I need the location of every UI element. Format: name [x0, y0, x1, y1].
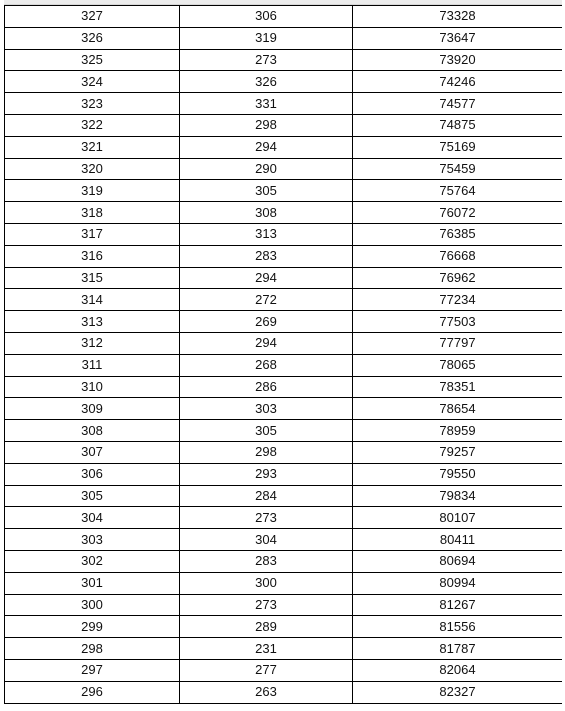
score-cell: 309 — [5, 398, 180, 420]
table-row — [5, 659, 563, 681]
score-cell: 300 — [5, 594, 180, 616]
cumulative-cell: 78654 — [353, 398, 563, 420]
cumulative-cell: 78351 — [353, 376, 563, 398]
count-cell: 273 — [180, 49, 353, 71]
cumulative-cell: 75169 — [353, 136, 563, 158]
count-cell: 326 — [180, 71, 353, 93]
table-row — [5, 202, 563, 224]
count-cell: 268 — [180, 354, 353, 376]
score-cell: 297 — [5, 659, 180, 681]
table-row — [5, 376, 563, 398]
table-row — [5, 529, 563, 551]
table-body — [5, 6, 563, 704]
table-row — [5, 441, 563, 463]
table-row — [5, 136, 563, 158]
table-row — [5, 354, 563, 376]
cumulative-cell: 74577 — [353, 93, 563, 115]
score-table-sheet — [4, 0, 562, 711]
score-cell: 315 — [5, 267, 180, 289]
count-cell: 294 — [180, 267, 353, 289]
score-cell: 322 — [5, 114, 180, 136]
table-row — [5, 398, 563, 420]
count-cell: 303 — [180, 398, 353, 420]
table-row — [5, 223, 563, 245]
cumulative-cell: 80694 — [353, 550, 563, 572]
table-row — [5, 6, 563, 28]
cumulative-cell: 81267 — [353, 594, 563, 616]
table-row — [5, 267, 563, 289]
count-cell: 273 — [180, 594, 353, 616]
table-row — [5, 638, 563, 660]
cumulative-cell: 77503 — [353, 311, 563, 333]
score-cell: 319 — [5, 180, 180, 202]
count-cell: 283 — [180, 550, 353, 572]
table-row — [5, 485, 563, 507]
table-row — [5, 114, 563, 136]
cumulative-cell: 73920 — [353, 49, 563, 71]
score-cell: 305 — [5, 485, 180, 507]
cumulative-cell: 79257 — [353, 441, 563, 463]
table-row — [5, 681, 563, 703]
table-row — [5, 463, 563, 485]
cumulative-cell: 82327 — [353, 681, 563, 703]
score-cell: 314 — [5, 289, 180, 311]
count-cell: 308 — [180, 202, 353, 224]
cumulative-cell: 73328 — [353, 6, 563, 28]
count-cell: 231 — [180, 638, 353, 660]
cumulative-cell: 74875 — [353, 114, 563, 136]
score-cell: 324 — [5, 71, 180, 93]
cumulative-cell: 80411 — [353, 529, 563, 551]
count-cell: 331 — [180, 93, 353, 115]
score-cell: 310 — [5, 376, 180, 398]
score-cell: 323 — [5, 93, 180, 115]
count-cell: 305 — [180, 180, 353, 202]
score-cell: 317 — [5, 223, 180, 245]
table-row — [5, 550, 563, 572]
table-row — [5, 245, 563, 267]
cumulative-cell: 76962 — [353, 267, 563, 289]
count-cell: 293 — [180, 463, 353, 485]
table-row — [5, 507, 563, 529]
count-cell: 306 — [180, 6, 353, 28]
count-cell: 294 — [180, 332, 353, 354]
count-cell: 305 — [180, 420, 353, 442]
count-cell: 304 — [180, 529, 353, 551]
score-cell: 312 — [5, 332, 180, 354]
count-cell: 263 — [180, 681, 353, 703]
score-cell: 303 — [5, 529, 180, 551]
score-cell: 326 — [5, 27, 180, 49]
score-distribution-table — [4, 5, 562, 704]
table-row — [5, 572, 563, 594]
score-cell: 304 — [5, 507, 180, 529]
cumulative-cell: 76668 — [353, 245, 563, 267]
count-cell: 300 — [180, 572, 353, 594]
score-cell: 321 — [5, 136, 180, 158]
count-cell: 290 — [180, 158, 353, 180]
table-row — [5, 420, 563, 442]
cumulative-cell: 75459 — [353, 158, 563, 180]
cumulative-cell: 80994 — [353, 572, 563, 594]
score-cell: 298 — [5, 638, 180, 660]
score-cell: 320 — [5, 158, 180, 180]
score-cell: 325 — [5, 49, 180, 71]
score-cell: 308 — [5, 420, 180, 442]
cumulative-cell: 81787 — [353, 638, 563, 660]
cumulative-cell: 81556 — [353, 616, 563, 638]
table-row — [5, 289, 563, 311]
count-cell: 313 — [180, 223, 353, 245]
cumulative-cell: 74246 — [353, 71, 563, 93]
score-cell: 313 — [5, 311, 180, 333]
cumulative-cell: 79834 — [353, 485, 563, 507]
count-cell: 269 — [180, 311, 353, 333]
count-cell: 277 — [180, 659, 353, 681]
count-cell: 298 — [180, 441, 353, 463]
score-cell: 299 — [5, 616, 180, 638]
table-row — [5, 311, 563, 333]
score-cell: 302 — [5, 550, 180, 572]
score-cell: 318 — [5, 202, 180, 224]
table-row — [5, 71, 563, 93]
cumulative-cell: 82064 — [353, 659, 563, 681]
table-row — [5, 27, 563, 49]
cumulative-cell: 80107 — [353, 507, 563, 529]
score-cell: 316 — [5, 245, 180, 267]
table-row — [5, 332, 563, 354]
count-cell: 283 — [180, 245, 353, 267]
score-cell: 296 — [5, 681, 180, 703]
score-cell: 327 — [5, 6, 180, 28]
count-cell: 286 — [180, 376, 353, 398]
count-cell: 294 — [180, 136, 353, 158]
count-cell: 284 — [180, 485, 353, 507]
table-row — [5, 594, 563, 616]
count-cell: 298 — [180, 114, 353, 136]
cumulative-cell: 76072 — [353, 202, 563, 224]
cumulative-cell: 79550 — [353, 463, 563, 485]
count-cell: 289 — [180, 616, 353, 638]
cumulative-cell: 78959 — [353, 420, 563, 442]
cumulative-cell: 78065 — [353, 354, 563, 376]
cumulative-cell: 73647 — [353, 27, 563, 49]
count-cell: 319 — [180, 27, 353, 49]
cumulative-cell: 76385 — [353, 223, 563, 245]
cumulative-cell: 77797 — [353, 332, 563, 354]
score-cell: 311 — [5, 354, 180, 376]
score-cell: 301 — [5, 572, 180, 594]
table-row — [5, 49, 563, 71]
count-cell: 273 — [180, 507, 353, 529]
count-cell: 272 — [180, 289, 353, 311]
cumulative-cell: 75764 — [353, 180, 563, 202]
score-cell: 307 — [5, 441, 180, 463]
cumulative-cell: 77234 — [353, 289, 563, 311]
score-cell: 306 — [5, 463, 180, 485]
table-row — [5, 93, 563, 115]
table-row — [5, 616, 563, 638]
table-row — [5, 158, 563, 180]
table-row — [5, 180, 563, 202]
